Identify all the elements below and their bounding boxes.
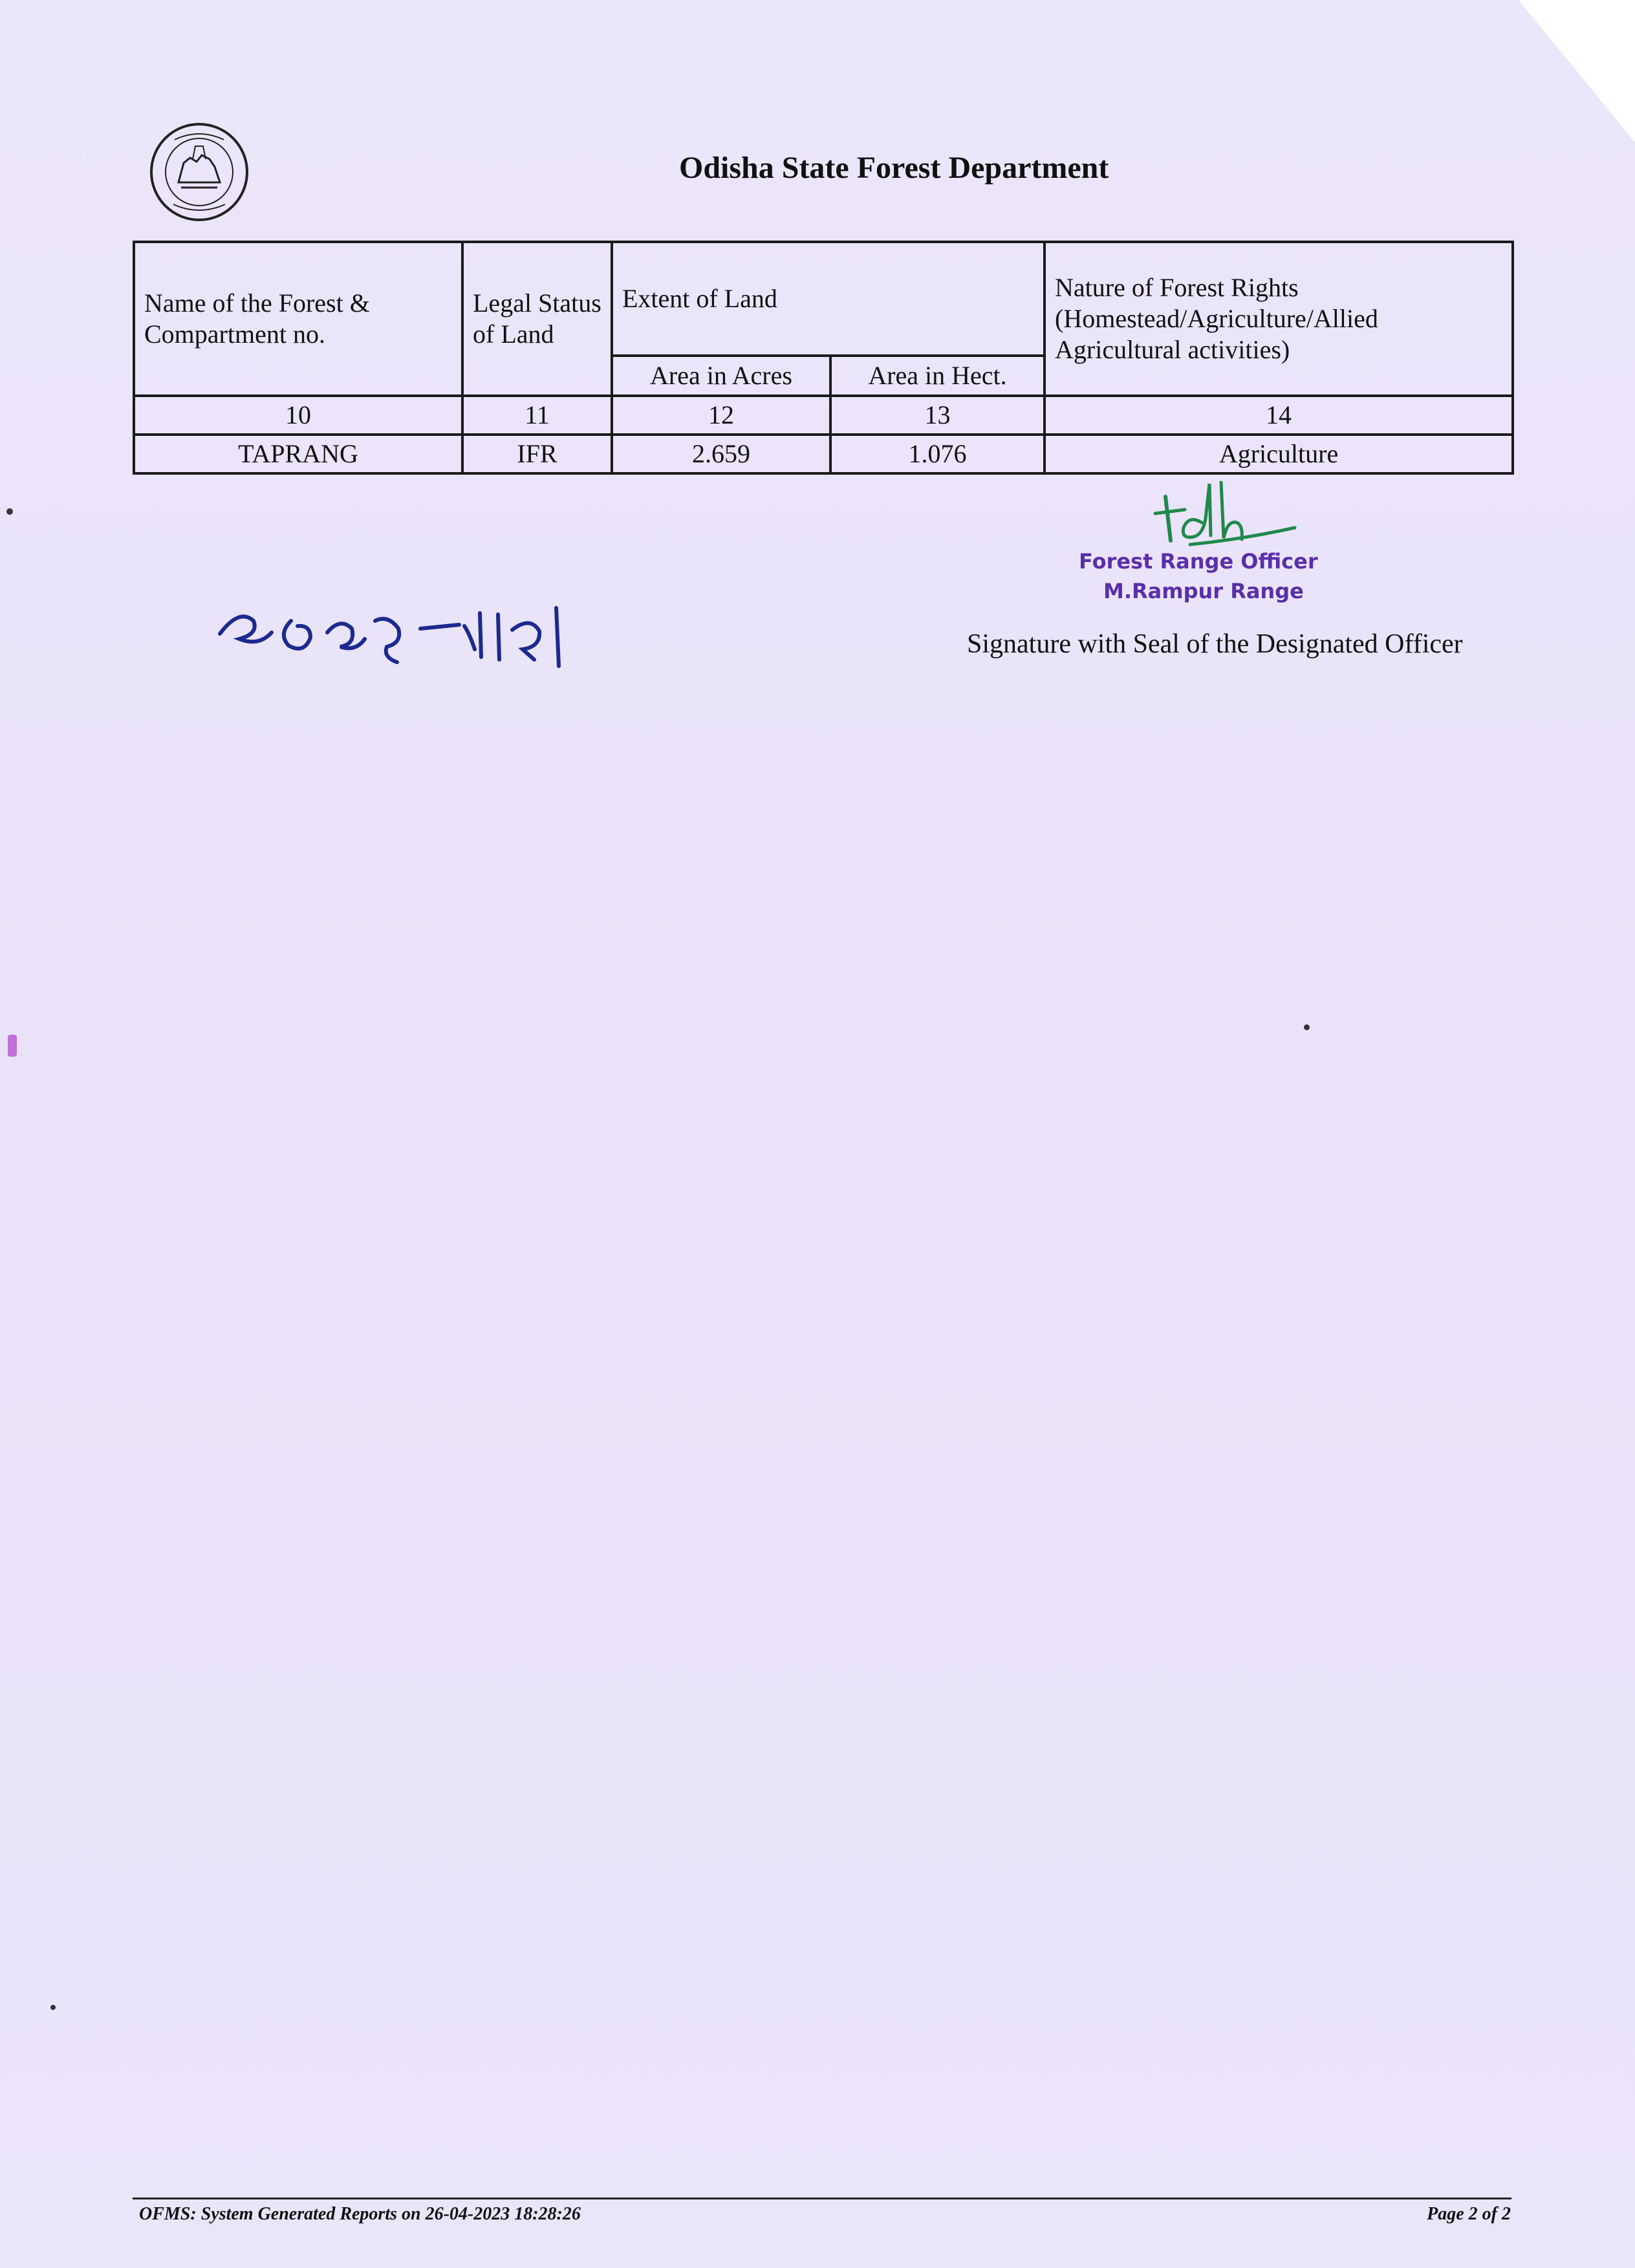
odisha-emblem-icon <box>147 120 251 224</box>
footer-generated-text: OFMS: System Generated Reports on 26-04-2023 18:28:26 <box>139 2204 581 2224</box>
officer-signature-icon <box>1151 477 1300 555</box>
column-number: 14 <box>1045 396 1513 435</box>
header-nature: Nature of Forest Rights (Homestead/Agriculture/Allied Agricultural activities) <box>1045 242 1513 396</box>
column-number: 12 <box>612 396 830 435</box>
forest-rights-table <box>133 241 1514 475</box>
table-header-row <box>134 242 1513 356</box>
signature-caption: Signature with Seal of the Designated Officer <box>967 629 1463 659</box>
designation-stamp <box>1079 546 1318 607</box>
header-forest-compartment: Name of the Forest & Compartment no. <box>134 242 462 396</box>
table-row <box>134 435 1513 473</box>
stamp-range: M.Rampur Range <box>1103 579 1304 604</box>
header-legal-status: Legal Status of Land <box>462 242 612 396</box>
speck <box>6 508 13 515</box>
cell-forest-name: TAPRANG <box>134 435 462 473</box>
speck <box>1304 1024 1310 1030</box>
column-number: 11 <box>462 396 612 435</box>
cell-area-hect: 1.076 <box>830 435 1045 473</box>
footer-divider <box>133 2198 1511 2199</box>
header-area-acres: Area in Acres <box>612 356 830 396</box>
folded-corner <box>1519 0 1635 142</box>
cell-nature: Agriculture <box>1045 435 1513 473</box>
handwritten-note-icon <box>213 595 576 679</box>
header-extent: Extent of Land <box>612 242 1045 356</box>
header-area-hect: Area in Hect. <box>830 356 1045 396</box>
stamp-designation: Forest Range Officer <box>1079 549 1318 574</box>
page-title: Odisha State Forest Department <box>679 151 1109 185</box>
cell-area-acres: 2.659 <box>612 435 830 473</box>
column-number: 13 <box>830 396 1045 435</box>
speck <box>8 1035 17 1057</box>
table-column-number-row <box>134 396 1513 435</box>
column-number: 10 <box>134 396 462 435</box>
cell-legal-status: IFR <box>462 435 612 473</box>
speck <box>50 2005 56 2010</box>
footer-page-number: Page 2 of 2 <box>1427 2204 1511 2224</box>
